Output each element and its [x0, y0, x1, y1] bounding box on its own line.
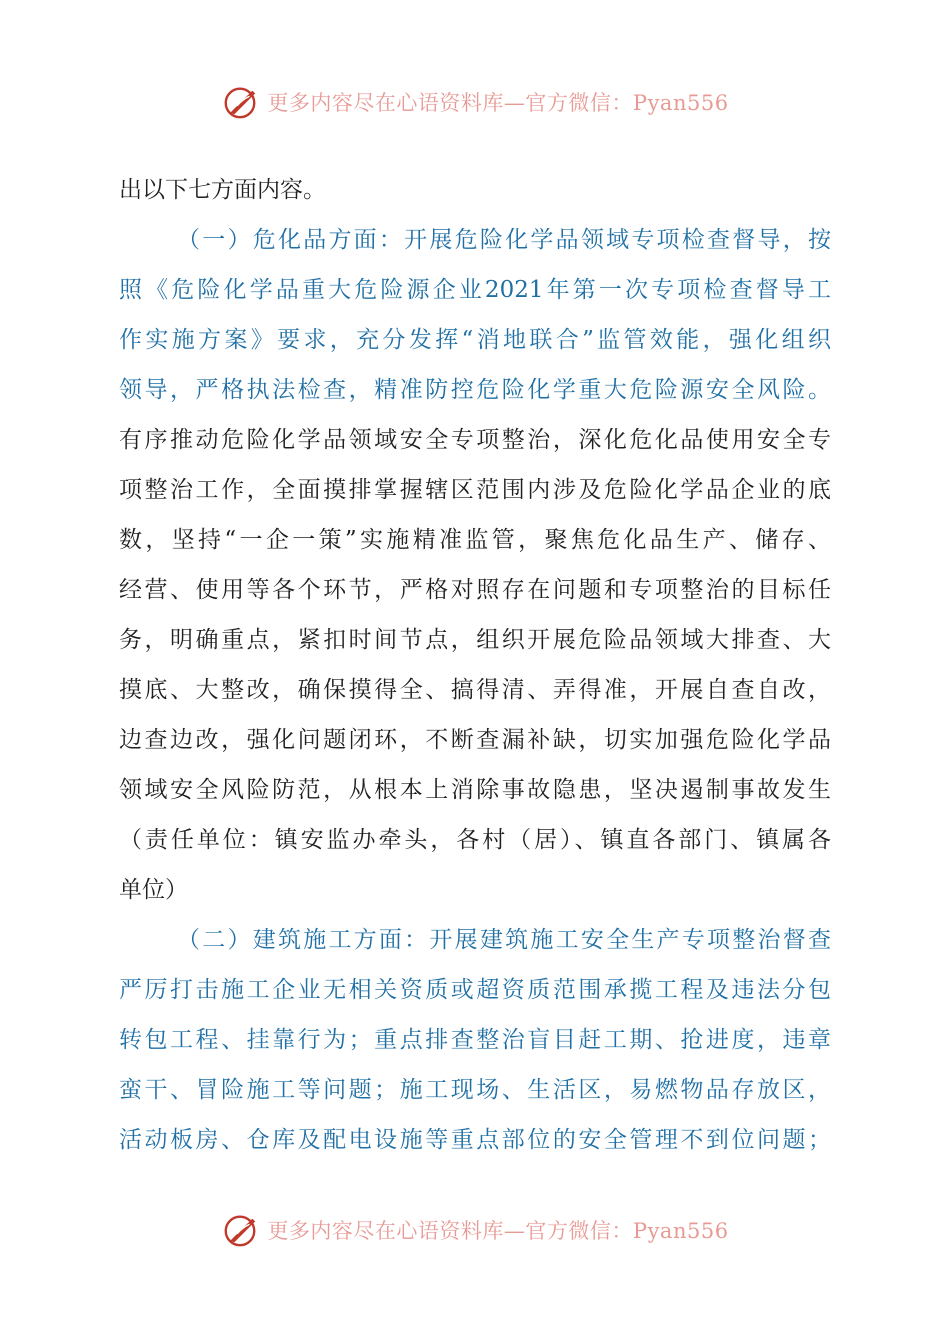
text-line: 边查边改，强化问题闭环，不断查漏补缺，切实加强危险化学品 — [119, 727, 831, 753]
text-line: （责任单位：镇安监办牵头，各村（居）、镇直各部门、镇属各 — [119, 827, 831, 853]
watermark-text: 更多内容尽在心语资料库—官方微信：Pyan556 — [267, 91, 729, 115]
text-line: 数，坚持“一企一策”实施精准监管，聚焦危化品生产、储存、 — [119, 527, 831, 553]
text-line: 蛮干、冒险施工等问题；施工现场、生活区，易燃物品存放区， — [119, 1077, 831, 1103]
text-line: 摸底、大整改，确保摸得全、搞得清、弄得准，开展自查自改， — [119, 677, 831, 703]
text-line: 有序推动危险化学品领域安全专项整治，深化危化品使用安全专 — [119, 427, 831, 453]
footer-watermark — [0, 1210, 950, 1250]
section-1-heading-line: （一）危化品方面：开展危险化学品领域专项检查督导，按 — [177, 227, 831, 253]
text-line: 严厉打击施工企业无相关资质或超资质范围承揽工程及违法分包 — [119, 977, 831, 1003]
text-line: 经营、使用等各个环节，严格对照存在问题和专项整治的目标任 — [119, 577, 831, 603]
header-watermark — [0, 82, 950, 122]
text-line: 务，明确重点，紧扣时间节点，组织开展危险品领域大排查、大 — [119, 627, 831, 653]
text-line: 领导，严格执法检查，精准防控危险化学重大危险源安全风险。 — [119, 377, 831, 403]
quill-logo-icon — [221, 83, 259, 121]
watermark-text: 更多内容尽在心语资料库—官方微信：Pyan556 — [267, 1219, 729, 1243]
text-line: 单位） — [119, 877, 188, 903]
quill-logo-icon — [221, 1211, 259, 1249]
text-line: 照《危险化学品重大危险源企业2021年第一次专项检查督导工 — [119, 277, 831, 303]
text-line: 领域安全风险防范，从根本上消除事故隐患，坚决遏制事故发生 — [119, 777, 831, 803]
text-line: 项整治工作，全面摸排掌握辖区范围内涉及危险化学品企业的底 — [119, 477, 831, 503]
text-line: 出以下七方面内容。 — [119, 177, 326, 203]
text-line: 活动板房、仓库及配电设施等重点部位的安全管理不到位问题； — [119, 1127, 831, 1153]
document-body — [119, 165, 831, 1165]
section-2-heading-line: （二）建筑施工方面：开展建筑施工安全生产专项整治督查 — [177, 927, 831, 953]
text-line: 转包工程、挂靠行为；重点排查整治盲目赶工期、抢进度，违章 — [119, 1027, 831, 1053]
text-line: 作实施方案》要求，充分发挥“消地联合”监管效能，强化组织 — [119, 327, 831, 353]
